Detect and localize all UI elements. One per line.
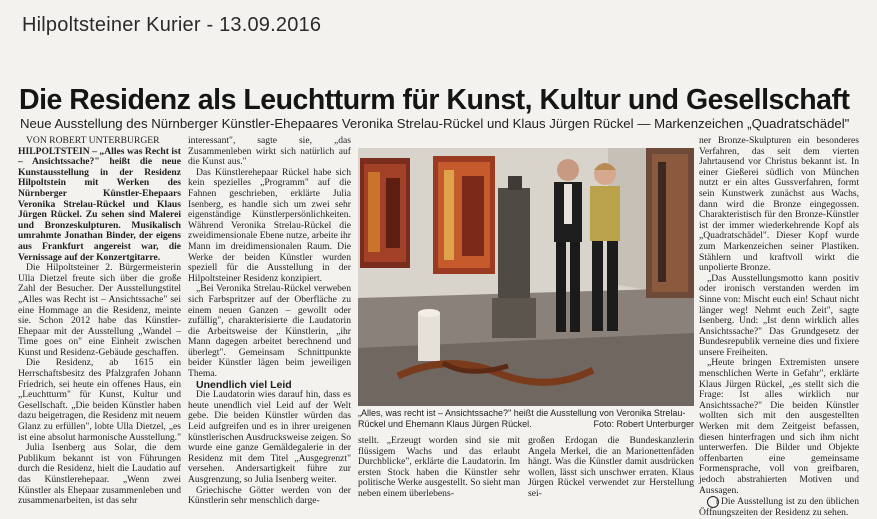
lead-paragraph	[18, 147, 181, 264]
paragraph: „Bei Veronika Strelau-Rückel verweben sich Farbspritzer auf der Oberfläche zu einem neuen Ganzen – gewollt oder zufällig", charakterisierte die Laudatorin die Arbeitsweise der Künstlerin, „ihr Mann dagegen arbeitet berechnend und überlegt". Gemeinsam Schnittpunkte beider Künstler lägen beim jeweiligen Thema.	[188, 283, 351, 380]
section-subhead: Unendlich viel Leid	[196, 378, 292, 391]
paragraph: Die Residenz, ab 1615 ein Herrschaftsbesitz des Pfalzgrafen Johann Friedrich, sei heute ein offenes Haus, ein „Leuchtturm" für Kunst, Kultur und Gesellschaft. „Die beiden Künstler haben dazu beigetragen, die Residenz mit neuem Glanz zu erfüllen", lobte Ulla Dietzel, „es ist eine absolut harmonische Ausstellung."	[18, 357, 181, 443]
paragraph: ner Bronze-Skulpturen ein besonderes Verfahren, das seit dem vierten Jahrtausend vor Christus bekannt ist. In einer Gießerei südlich von München nutzt er ein altes Gussverfahren, formt sein Kunstwerk zunächst aus Wachs, dann wird die Bronze eingegossen. Charakteristisch für den Bronze-Künstler ist der immer wiederkehrende Kopf als „Quadratschädel". Dieser Kopf wurde zum Markenzeichen seiner Plastiken. Stählern und kraftvoll wirkt die unpolierte Bronze.	[699, 135, 859, 274]
dateline: HILPOLTSTEIN	[18, 145, 90, 157]
paragraph: „Heute bringen Extremisten unsere menschlichen Werte in Gefahr", erklärte Klaus Jürgen Rückel, „es stellt sich die Frage: Ist alles wirklich nur Ansichtssache?" Die beiden Künstler wollten sich mit den ausgestellten Werken mit dem Zeitgeist befassen, diesen hinterfragen und sich ihm nicht unterwerfen. Die Bilder und Objekte offenbarten eine gemeinsame Formensprache, voll von greifbaren, jedoch abstrahierten Motiven und Aussagen.	[699, 357, 859, 496]
paragraph: Die Hilpoltsteiner 2. Bürgermeisterin Ulla Dietzel freute sich über die große Zahl der Besucher. Der Ausstellungstitel „Alles was Recht ist – Ansichtssache" sei eine Hommage an die Residenz, meinte sie. Schon 2012 habe das Künstler-Ehepaar mit der Ausstellung „Wandel – Time goes on" eine Einheit zwischen Kunst und Residenz-Gebäude geschaffen.	[18, 262, 181, 358]
info-icon: i	[707, 496, 719, 508]
article-column-3	[358, 436, 520, 504]
newspaper-source-header: Hilpoltsteiner Kurier - 13.09.2016	[22, 14, 322, 36]
paragraph: Julia Isenberg aus Solar, die dem Publikum bekannt ist von Führungen durch die Residenz, hielt die Laudatio auf das Künstlerehepaar. „Wenn zwei Künstler als Ehepaar zusammenleben und zusammenarbeiten, ist das sehr	[18, 442, 181, 507]
article-column-4	[528, 436, 694, 504]
paragraph: Das Künstlerehepaar Rückel habe sich kein spezielles „Programm" auf die Fahnen geschrieben, erklärte Julia Isenberg, es handle sich um zwei sehr eigenständige Künstlerpersönlichkeiten. Während Veronika Strelau-Rückel die zweidimensionale Ebene nutze, arbeite ihr Mann im dreidimensionalen Raum. Die Werke der beiden Künstler wurden speziell für die Ausstellung in der Hilpoltsteiner Residenz konzipiert.	[188, 166, 351, 284]
article-subheadline: Neue Ausstellung des Nürnberger Künstler-Ehepaares Veronika Strelau-Rückel und Klaus Jürgen Rückel — Markenzeichen „Quadratschädel"	[20, 116, 850, 131]
article-headline: Die Residenz als Leuchtturm für Kunst, Kultur und Gesellschaft	[19, 84, 850, 116]
info-text: Die Ausstellung ist zu den üblichen Öffnungszeiten der Residenz zu sehen.	[699, 496, 859, 519]
paragraph: stellt. „Erzeugt worden sind sie mit flüssigem Wachs und das erlaubt Durchblicke", erklärte die Laudatorin. Im ersten Stock haben die Künstler sehr politische Werke ausgestellt. So sieht man neben einem überlebens-	[358, 435, 520, 499]
photo-credit: Foto: Robert Unterburger	[593, 418, 694, 429]
article-byline: VON ROBERT UNTERBURGER	[26, 135, 160, 146]
paragraph: interessant", sagte sie, „das Zusammenleben wirkt sich natürlich auf die Kunst aus."	[188, 135, 351, 168]
exhibition-photo	[358, 148, 694, 406]
info-note	[699, 496, 859, 519]
paragraph: großen Erdogan die Bundeskanzlerin Angela Merkel, die an Marionettenfäden hängt. Was die Künstler damit ausdrücken wollen, lässt sich unschwer erraten. Klaus Jürgen Rückel verwendet zur Herstellung sei-	[528, 435, 694, 499]
paragraph: „Das Ausstellungsmotto kann positiv oder ironisch verstanden werden im Sinne von: Mischt euch ein! Schaut nicht länger weg! Nehmt euch Zeit", sagte Isenberg. Und: „Ist denn wirklich alles Ansichtssache?" Das Grundgesetz der Bundesrepublik verneine dies und fixiere unsere Freiheiten.	[699, 272, 859, 358]
photo-caption	[358, 408, 694, 429]
article-column-5	[699, 135, 859, 519]
lead-text: – „Alles was Recht ist – Ansichtssache?" heißt die neue Kunstausstellung in der Residenz Hilpoltstein mit Werken des Nürnberger Künstler-Ehepaars Veronika Strelau-Rückel und Klaus Jürgen Rückel. Zu sehen sind Malerei und Bronzeskulpturen. Musikalisch umrahmte Jonathan Binder, der eigens aus Frankfurt angereist war, die Vernissage auf der Konzertgitarre.	[18, 145, 181, 263]
article-column-1	[18, 135, 181, 507]
paragraph: Griechische Götter werden von der Künstlerin sehr menschlich darge-	[188, 484, 351, 507]
article-column-2	[188, 135, 351, 507]
caption-text: „Alles, was recht ist – Ansichtssache?" heißt die Ausstellung von Veronika Strelau-Rückel und Ehemann Klaus Jürgen Rückel.	[358, 408, 686, 429]
paragraph: Die Laudatorin wies darauf hin, dass es heute unendlich viel Leid auf der Welt gebe. Die beiden Künstler würden das Leid aufgreifen und es in ihrer ureigenen künstlerischen Ausdrucksweise zeigen. So wurde eine ganze Gemäldegalerie in der Residenz mit dem Titel „Ausgegrenzt" versehen. Andersartigkeit führe zur Ausgrenzung, so Julia Isenberg weiter.	[188, 389, 351, 485]
